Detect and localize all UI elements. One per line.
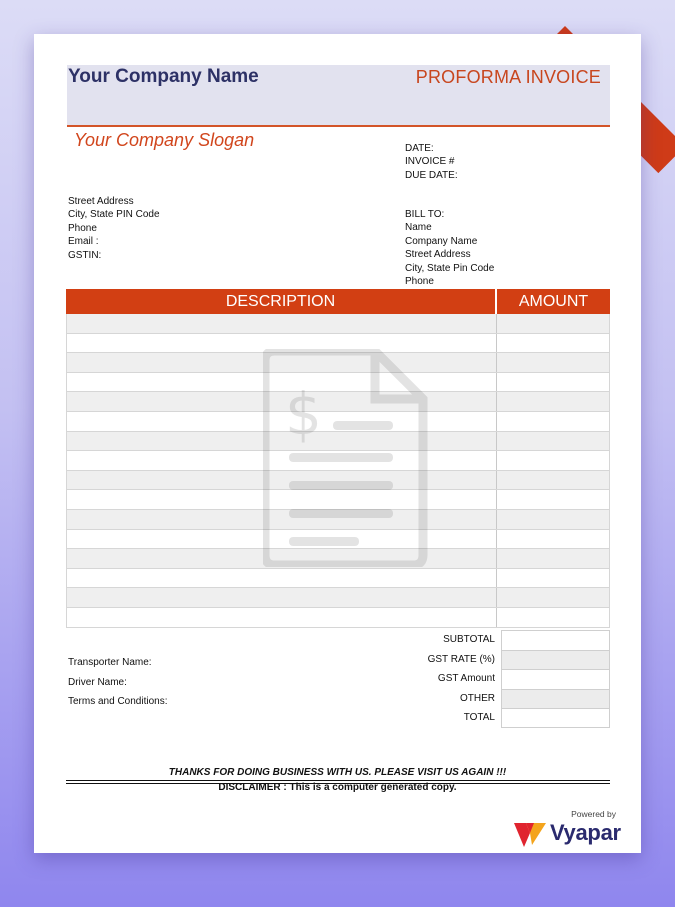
gstin: GSTIN: [68,249,102,261]
transport-details [68,653,168,712]
bill-to-company: Company Name [405,235,478,247]
gst-amount-label: GST Amount [437,673,495,684]
svg-text:$: $ [285,380,322,448]
table-header [66,289,610,314]
street-address: Street Address [68,196,134,207]
company-address [68,195,160,262]
subtotal-label: SUBTOTAL [443,634,495,645]
total-value [501,708,610,728]
company-slogan: Your Company Slogan [74,130,255,150]
gst-amount-value [501,669,610,689]
email: Email : [68,236,99,248]
powered-by: Powered by [571,809,616,819]
gst-rate-label: GST RATE (%) [427,653,495,665]
other-label: OTHER [460,692,495,704]
amount-cell [497,334,610,353]
amount-cell [497,471,610,490]
phone: Phone [68,222,97,234]
subtotal-row [364,630,610,650]
gst-amount-row [364,669,610,689]
other-row [364,689,610,709]
bill-to [405,208,494,288]
bill-to-name: Name [405,222,432,234]
total-label: TOTAL [463,712,495,723]
amount-cell [497,451,610,470]
disclaimer: DISCLAIMER : This is a computer generated copy. [218,782,457,793]
description-cell [66,608,497,627]
bill-to-label: BILL TO: [405,209,445,220]
invoice-number-label: INVOICE # [405,156,455,168]
city-state-pin: City, State PIN Code [68,209,160,221]
description-cell [66,569,497,588]
company-name: Your Company Name [68,66,259,87]
totals-block [364,630,610,728]
bill-to-phone: Phone [405,276,434,288]
invoice-meta [405,142,458,182]
amount-cell [497,353,610,372]
vyapar-wordmark: Vyapar [550,820,621,845]
description-header: DESCRIPTION [66,289,497,314]
amount-cell [497,510,610,529]
gst-rate-value [501,650,610,670]
document-title: PROFORMA INVOICE [415,67,601,87]
vyapar-brand [512,807,632,847]
amount-cell [497,432,610,451]
subtotal-value [501,630,610,650]
invoice-watermark-icon [263,349,431,567]
bill-to-city: City, State Pin Code [405,262,495,274]
date-label: DATE: [405,143,434,154]
invoice-page [34,34,641,853]
amount-cell [497,569,610,588]
amount-cell [497,490,610,509]
bill-to-street: Street Address [405,249,471,261]
transporter-name: Transporter Name: [68,657,152,668]
amount-cell [497,314,610,333]
divider [66,780,610,781]
amount-cell [497,588,610,607]
amount-cell [497,412,610,431]
amount-cell [497,549,610,568]
terms-and-conditions: Terms and Conditions: [68,696,168,707]
gst-rate-row [364,650,610,670]
amount-cell [497,530,610,549]
amount-cell [497,608,610,627]
driver-name: Driver Name: [68,676,127,688]
due-date-label: DUE DATE: [405,169,458,181]
table-row [66,588,610,608]
amount-header: AMOUNT [518,293,589,310]
amount-cell [497,392,610,411]
table-row [66,314,610,334]
total-row [364,708,610,728]
amount-cell [497,373,610,392]
vyapar-logo-icon [512,817,548,849]
table-row [66,608,610,628]
table-row [66,569,610,589]
description-cell [66,588,497,607]
description-cell [66,314,497,333]
other-value [501,689,610,709]
thanks-message: THANKS FOR DOING BUSINESS WITH US. PLEASE VISIT US AGAIN !!! [168,767,507,778]
